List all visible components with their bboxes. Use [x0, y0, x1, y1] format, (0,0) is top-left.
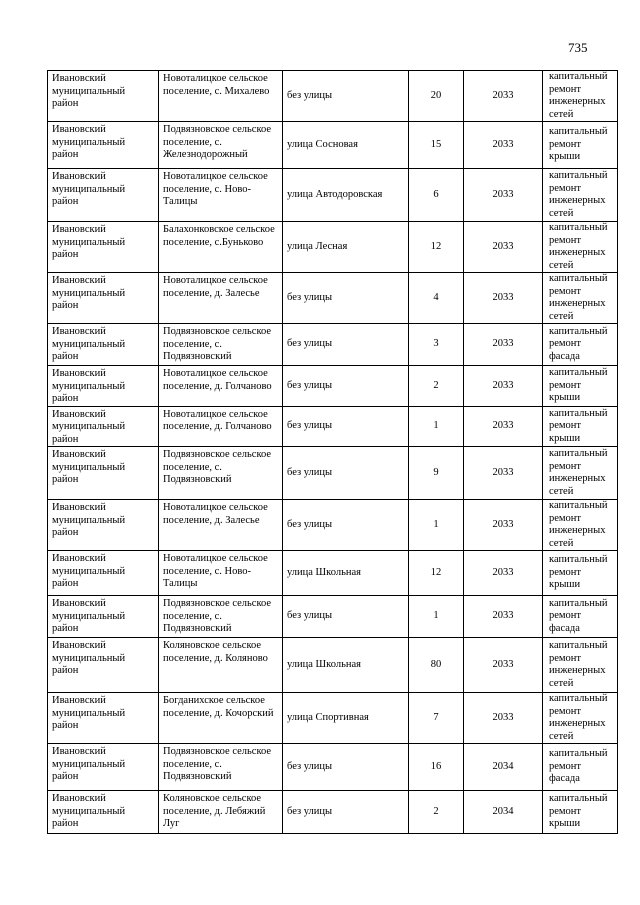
street-cell: без улицы: [283, 273, 409, 324]
house-number-cell: 15: [409, 122, 464, 169]
street-cell: улица Сосновая: [283, 122, 409, 169]
district-cell: Ивановский муниципальный район: [48, 273, 159, 324]
year-cell: 2033: [464, 638, 543, 693]
district-cell: Ивановский муниципальный район: [48, 596, 159, 638]
street-cell: без улицы: [283, 500, 409, 551]
table-row: [48, 406, 618, 447]
year-cell: 2033: [464, 222, 543, 273]
street-cell: улица Спортивная: [283, 693, 409, 744]
work-type-cell: капитальный ремонт фасада: [543, 744, 618, 791]
page-number: 735: [568, 40, 588, 55]
house-number-cell: 6: [409, 169, 464, 222]
settlement-cell: Новоталицкое сельское поселение, д. Залесье: [159, 500, 283, 551]
house-number-cell: 20: [409, 71, 464, 122]
house-number-cell: 9: [409, 447, 464, 500]
district-cell: Ивановский муниципальный район: [48, 693, 159, 744]
settlement-cell: Коляновское сельское поселение, д. Коляново: [159, 638, 283, 693]
house-number-cell: 12: [409, 551, 464, 596]
settlement-cell: Новоталицкое сельское поселение, д. Голчаново: [159, 406, 283, 447]
settlement-cell: Подвязновское сельское поселение, с. Подвязновский: [159, 447, 283, 500]
table-row: [48, 122, 618, 169]
district-cell: Ивановский муниципальный район: [48, 122, 159, 169]
work-type-cell: капитальный ремонт инженерных сетей: [543, 169, 618, 222]
table-row: [48, 596, 618, 638]
settlement-cell: Новоталицкое сельское поселение, д. Залесье: [159, 273, 283, 324]
district-cell: Ивановский муниципальный район: [48, 744, 159, 791]
street-cell: без улицы: [283, 406, 409, 447]
house-number-cell: 12: [409, 222, 464, 273]
work-type-cell: капитальный ремонт инженерных сетей: [543, 447, 618, 500]
settlement-cell: Подвязновское сельское поселение, с. Железнодорожный: [159, 122, 283, 169]
work-type-cell: капитальный ремонт крыши: [543, 406, 618, 447]
year-cell: 2033: [464, 122, 543, 169]
table-row: [48, 169, 618, 222]
district-cell: Ивановский муниципальный район: [48, 366, 159, 407]
table-row: [48, 638, 618, 693]
street-cell: улица Школьная: [283, 551, 409, 596]
work-type-cell: капитальный ремонт инженерных сетей: [543, 638, 618, 693]
table-row: [48, 551, 618, 596]
district-cell: Ивановский муниципальный район: [48, 169, 159, 222]
house-number-cell: 80: [409, 638, 464, 693]
settlement-cell: Новоталицкое сельское поселение, с. Михалево: [159, 71, 283, 122]
year-cell: 2033: [464, 500, 543, 551]
street-cell: улица Лесная: [283, 222, 409, 273]
year-cell: 2034: [464, 791, 543, 834]
street-cell: улица Школьная: [283, 638, 409, 693]
work-type-cell: капитальный ремонт крыши: [543, 791, 618, 834]
house-number-cell: 1: [409, 406, 464, 447]
settlement-cell: Новоталицкое сельское поселение, д. Голчаново: [159, 366, 283, 407]
year-cell: 2033: [464, 551, 543, 596]
district-cell: Ивановский муниципальный район: [48, 71, 159, 122]
work-type-cell: капитальный ремонт инженерных сетей: [543, 500, 618, 551]
work-type-cell: капитальный ремонт инженерных сетей: [543, 71, 618, 122]
settlement-cell: Подвязновское сельское поселение, с. Подвязновский: [159, 324, 283, 366]
work-type-cell: капитальный ремонт крыши: [543, 122, 618, 169]
work-type-cell: капитальный ремонт фасада: [543, 324, 618, 366]
year-cell: 2033: [464, 71, 543, 122]
district-cell: Ивановский муниципальный район: [48, 791, 159, 834]
street-cell: без улицы: [283, 366, 409, 407]
housing-repair-table: [47, 70, 618, 834]
table-row: [48, 324, 618, 366]
year-cell: 2033: [464, 693, 543, 744]
district-cell: Ивановский муниципальный район: [48, 500, 159, 551]
district-cell: Ивановский муниципальный район: [48, 406, 159, 447]
settlement-cell: Балахонковское сельское поселение, с.Буньково: [159, 222, 283, 273]
house-number-cell: 1: [409, 596, 464, 638]
settlement-cell: Коляновское сельское поселение, д. Лебяжий Луг: [159, 791, 283, 834]
work-type-cell: капитальный ремонт крыши: [543, 551, 618, 596]
year-cell: 2033: [464, 406, 543, 447]
street-cell: без улицы: [283, 744, 409, 791]
settlement-cell: Богданихское сельское поселение, д. Кочорский: [159, 693, 283, 744]
table-row: [48, 222, 618, 273]
table-row: [48, 447, 618, 500]
table-row: [48, 273, 618, 324]
house-number-cell: 2: [409, 366, 464, 407]
table-row: [48, 744, 618, 791]
table-row: [48, 366, 618, 407]
settlement-cell: Подвязновское сельское поселение, с. Подвязновский: [159, 744, 283, 791]
house-number-cell: 4: [409, 273, 464, 324]
year-cell: 2033: [464, 366, 543, 407]
table-row: [48, 693, 618, 744]
house-number-cell: 3: [409, 324, 464, 366]
year-cell: 2033: [464, 169, 543, 222]
year-cell: 2033: [464, 324, 543, 366]
table-row: [48, 791, 618, 834]
street-cell: без улицы: [283, 447, 409, 500]
district-cell: Ивановский муниципальный район: [48, 638, 159, 693]
settlement-cell: Новоталицкое сельское поселение, с. Ново-Талицы: [159, 551, 283, 596]
street-cell: без улицы: [283, 71, 409, 122]
work-type-cell: капитальный ремонт фасада: [543, 596, 618, 638]
work-type-cell: капитальный ремонт крыши: [543, 366, 618, 407]
table-row: [48, 500, 618, 551]
year-cell: 2033: [464, 273, 543, 324]
year-cell: 2033: [464, 596, 543, 638]
district-cell: Ивановский муниципальный район: [48, 551, 159, 596]
work-type-cell: капитальный ремонт инженерных сетей: [543, 222, 618, 273]
district-cell: Ивановский муниципальный район: [48, 447, 159, 500]
street-cell: без улицы: [283, 324, 409, 366]
table-row: [48, 71, 618, 122]
house-number-cell: 1: [409, 500, 464, 551]
settlement-cell: Подвязновское сельское поселение, с. Подвязновский: [159, 596, 283, 638]
table-body: [48, 71, 618, 834]
street-cell: улица Автодоровская: [283, 169, 409, 222]
year-cell: 2033: [464, 447, 543, 500]
house-number-cell: 7: [409, 693, 464, 744]
work-type-cell: капитальный ремонт инженерных сетей: [543, 693, 618, 744]
year-cell: 2034: [464, 744, 543, 791]
work-type-cell: капитальный ремонт инженерных сетей: [543, 273, 618, 324]
settlement-cell: Новоталицкое сельское поселение, с. Ново-Талицы: [159, 169, 283, 222]
house-number-cell: 16: [409, 744, 464, 791]
district-cell: Ивановский муниципальный район: [48, 324, 159, 366]
house-number-cell: 2: [409, 791, 464, 834]
street-cell: без улицы: [283, 596, 409, 638]
street-cell: без улицы: [283, 791, 409, 834]
district-cell: Ивановский муниципальный район: [48, 222, 159, 273]
